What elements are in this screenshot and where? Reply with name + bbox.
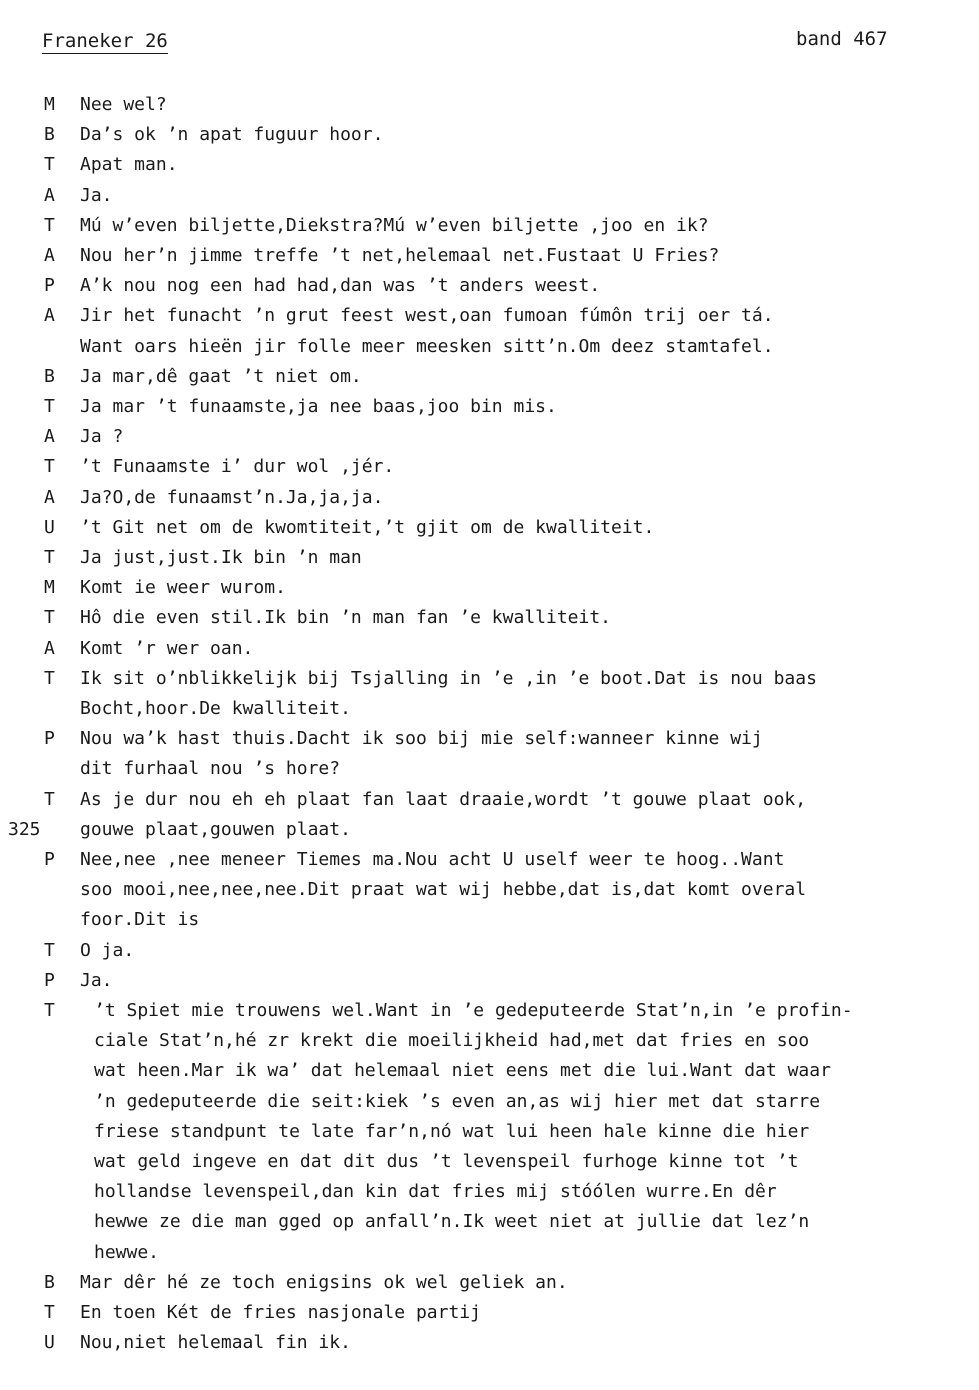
speaker-label: T — [44, 1302, 55, 1323]
utterance-text: Ja mar ’t funaamste,ja nee baas,joo bin mis. — [80, 396, 557, 417]
utterance-text: wat heen.Mar ik wa’ dat helemaal niet eens met die lui.Want dat waar — [94, 1060, 831, 1082]
speaker-label: B — [44, 365, 55, 387]
speaker-label: T — [44, 154, 55, 176]
speaker-label: T — [44, 667, 55, 689]
utterance-text: Apat man. — [80, 154, 178, 176]
utterance-text: soo mooi,nee,nee,nee.Dit praat wat wij hebbe,dat is,dat komt overal — [80, 879, 807, 901]
speaker-label: A — [44, 637, 55, 659]
speaker-label: B — [44, 124, 55, 146]
utterance-text: Komt ’r wer oan. — [80, 637, 254, 659]
utterance-text: Nee,nee ,nee meneer Tiemes ma.Nou acht U uself weer te hoog..Want — [80, 849, 785, 870]
utterance-text: Mú w’even biljette,Diekstra?Mú w’even biljette ,joo en ik? — [80, 214, 709, 236]
utterance-text: Da’s ok ’n apat fuguur hoor. — [80, 124, 384, 146]
speaker-label: T — [44, 788, 55, 810]
speaker-label: A — [44, 245, 55, 266]
speaker-label: A — [44, 184, 55, 206]
speaker-label: P — [44, 728, 55, 750]
utterance-text: wat geld ingeve en dat dit dus ’t levenspeil furhoge kinne tot ’t — [94, 1151, 799, 1172]
utterance-text: ’t Git net om de kwomtiteit,’t gjit om de kwalliteit. — [80, 516, 655, 538]
utterance-text: ciale Stat’n,hé zr krekt die moeilijkheid had,met dat fries en soo — [94, 1030, 810, 1052]
speaker-label: T — [44, 396, 55, 417]
speaker-label: P — [44, 969, 55, 991]
page-header-place: Franeker 26 — [42, 30, 168, 52]
utterance-text: En toen Két de fries nasjonale partij — [80, 1302, 481, 1323]
utterance-text: hewwe. — [94, 1241, 160, 1263]
utterance-text: Ja ? — [80, 426, 124, 448]
speaker-label: M — [44, 94, 55, 115]
utterance-text: Hô die even stil.Ik bin ’n man fan ’e kwalliteit. — [80, 607, 612, 629]
utterance-text: Ja. — [80, 969, 113, 991]
utterance-text: Nou,niet helemaal fin ik. — [80, 1332, 351, 1354]
utterance-text: Nee wel? — [80, 94, 167, 115]
utterance-text: foor.Dit is — [80, 909, 200, 931]
utterance-text: friese standpunt te late far’n,nó wat lui heen hale kinne die hier — [94, 1120, 810, 1142]
speaker-label: P — [44, 849, 55, 870]
utterance-text: Bocht,hoor.De kwalliteit. — [80, 698, 351, 719]
utterance-text: Ik sit o’nblikkelijk bij Tsjalling in ’e ,in ’e boot.Dat is nou baas — [80, 667, 817, 689]
speaker-label: T — [44, 939, 55, 961]
line-number: 325 — [8, 818, 41, 840]
speaker-label: T — [44, 214, 55, 236]
utterance-text: O ja. — [80, 939, 135, 961]
speaker-label: A — [44, 426, 55, 448]
speaker-label: A — [44, 486, 55, 508]
speaker-label: M — [44, 577, 55, 599]
utterance-text: gouwe plaat,gouwen plaat. — [80, 818, 351, 840]
speaker-label: U — [44, 1332, 55, 1354]
speaker-label: B — [44, 1271, 55, 1293]
speaker-label: T — [44, 607, 55, 629]
utterance-text: Jir het funacht ’n grut feest west,oan fumoan fúmôn trij oer tá. — [80, 305, 774, 327]
utterance-text: As je dur nou eh eh plaat fan laat draaie,wordt ’t gouwe plaat ook, — [80, 788, 807, 810]
utterance-text: A’k nou nog een had had,dan was ’t anders weest. — [80, 275, 601, 297]
speaker-label: T — [44, 547, 55, 568]
speaker-label: T — [44, 1000, 55, 1021]
utterance-text: Nou wa’k hast thuis.Dacht ik soo bij mie self:wanneer kinne wij — [80, 728, 763, 750]
utterance-text: Mar dêr hé ze toch enigsins ok wel geliek an. — [80, 1271, 568, 1293]
utterance-text: Ja mar,dê gaat ’t niet om. — [80, 365, 362, 387]
utterance-text: Ja. — [80, 184, 113, 206]
utterance-text: ’t Spiet mie trouwens wel.Want in ’e gedeputeerde Stat’n,in ’e profin- — [94, 1000, 853, 1021]
utterance-text: Ja just,just.Ik bin ’n man — [80, 547, 362, 568]
speaker-label: U — [44, 516, 55, 538]
speaker-label: P — [44, 275, 55, 297]
utterance-text: hollandse levenspeil,dan kin dat fries mij stóólen wurre.En dêr — [94, 1181, 777, 1203]
page-header-band: band 467 — [796, 28, 888, 50]
utterance-text: Want oars hieën jir folle meer meesken sitt’n.Om deez stamtafel. — [80, 335, 774, 357]
utterance-text: ’n gedeputeerde die seit:kiek ’s even an,as wij hier met dat starre — [94, 1090, 821, 1112]
utterance-text: Nou her’n jimme treffe ’t net,helemaal net.Fustaat U Fries? — [80, 245, 720, 266]
utterance-text: hewwe ze die man gged op anfall’n.Ik weet niet at jullie dat lez’n — [94, 1211, 810, 1233]
speaker-label: A — [44, 305, 55, 327]
utterance-text: dit furhaal nou ’s hore? — [80, 758, 341, 780]
utterance-text: Komt ie weer wurom. — [80, 577, 286, 599]
utterance-text: Ja?O,de funaamst’n.Ja,ja,ja. — [80, 486, 384, 508]
utterance-text: ’t Funaamste i’ dur wol ,jér. — [80, 456, 395, 478]
speaker-label: T — [44, 456, 55, 478]
